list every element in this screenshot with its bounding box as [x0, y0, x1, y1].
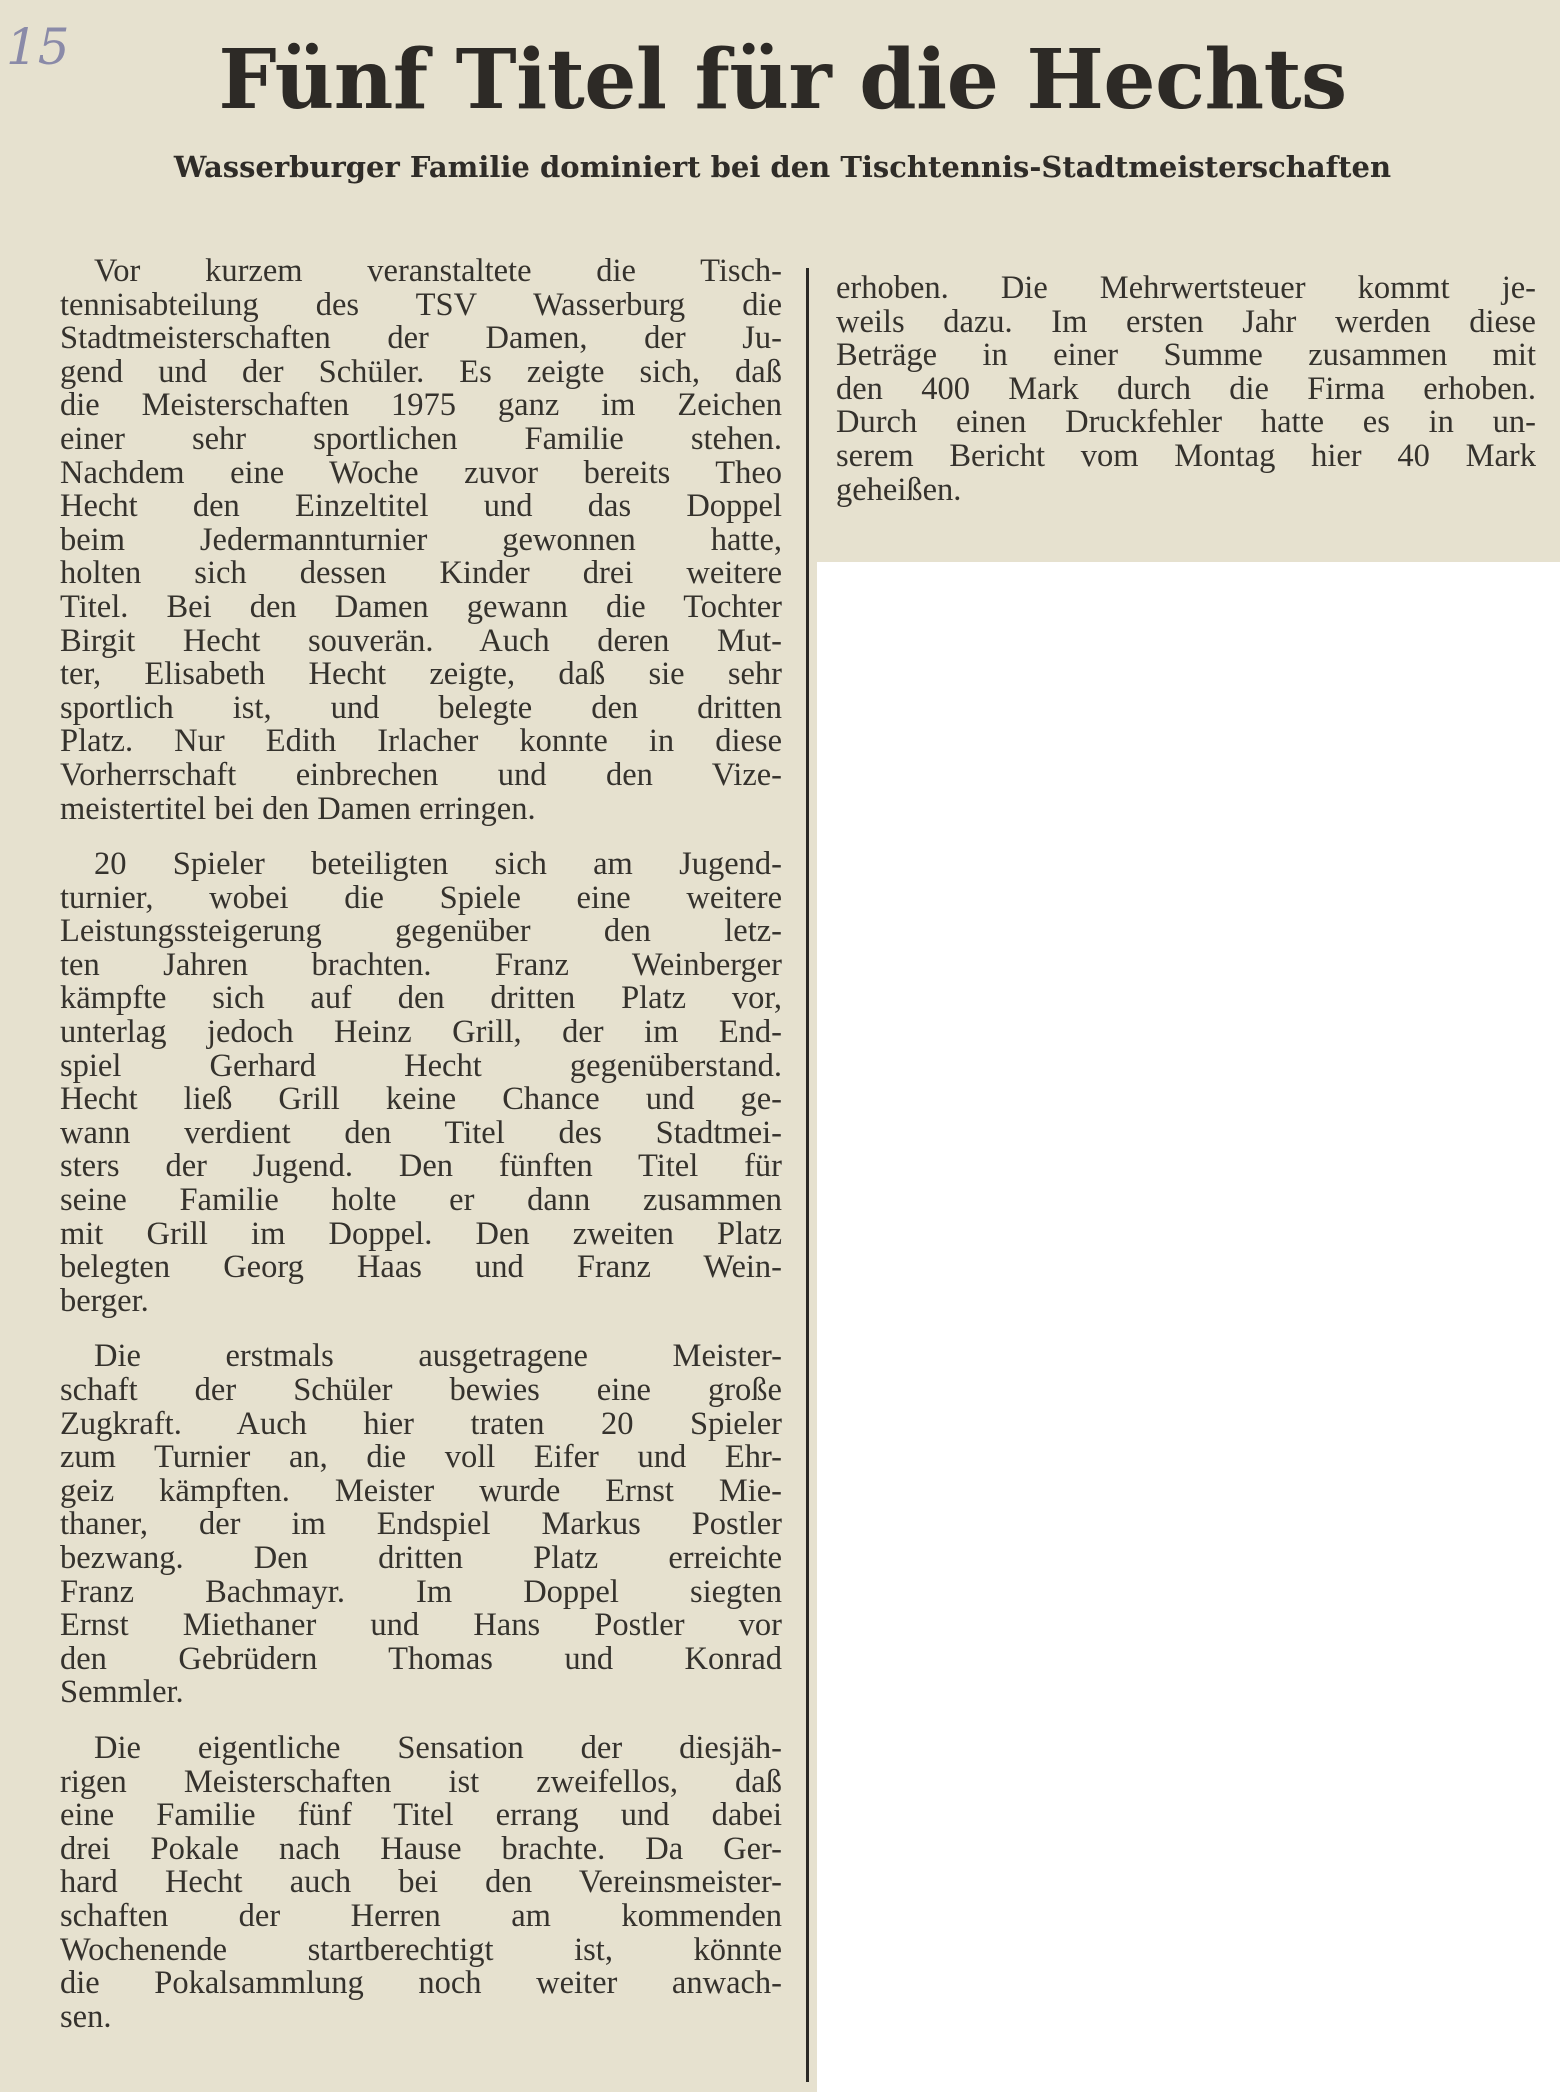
article-column-left [60, 255, 782, 2034]
article-column-right [836, 272, 1536, 507]
text-line: geheißen. [836, 473, 962, 508]
article-paragraph [60, 255, 782, 826]
column-divider [806, 268, 809, 2082]
headline: Fünf Titel für die Hechts [218, 32, 1347, 128]
text-line: tennisabteilung des TSV Wasserburg die [60, 288, 782, 323]
text-line: erhoben. Die Mehrwertsteuer kommt je- [836, 272, 1536, 306]
text-line: einer sehr sportlichen Familie stehen. [60, 422, 782, 457]
text-line: geiz kämpften. Meister wurde Ernst Mie- [60, 1474, 782, 1509]
subheadline: Wasserburger Familie dominiert bei den Tischtennis-Stadtmeisterschaften [173, 150, 1392, 184]
text-line: Zugkraft. Auch hier traten 20 Spieler [60, 1407, 782, 1442]
text-line: zum Turnier an, die voll Eifer und Ehr- [60, 1441, 782, 1475]
text-line: Titel. Bei den Damen gewann die Tochter [60, 590, 782, 625]
text-line: seine Familie holte er dann zusammen [60, 1184, 782, 1218]
text-line: weils dazu. Im ersten Jahr werden diese [836, 305, 1536, 340]
text-line: Vorherrschaft einbrechen und den Vize- [60, 758, 782, 793]
text-line: Durch einen Druckfehler hatte es in un- [836, 406, 1536, 440]
text-line: den Gebrüdern Thomas und Konrad [60, 1642, 782, 1677]
article-paragraph [60, 1732, 782, 2034]
text-line: den 400 Mark durch die Firma erhoben. [836, 372, 1536, 407]
text-line: sen. [60, 2000, 112, 2035]
text-line: Hecht ließ Grill keine Chance und ge- [60, 1083, 782, 1117]
text-line: spiel Gerhard Hecht gegenüberstand. [60, 1049, 782, 1084]
text-line: Hecht den Einzeltitel und das Doppel [60, 490, 782, 524]
text-line: sters der Jugend. Den fünften Titel für [60, 1150, 782, 1185]
text-line: Stadtmeisterschaften der Damen, der Ju- [60, 322, 782, 356]
text-line: Nachdem eine Woche zuvor bereits Theo [60, 456, 782, 491]
text-line: hard Hecht auch bei den Vereinsmeister- [60, 1866, 782, 1900]
text-line: schaften der Herren am kommenden [60, 1899, 782, 1934]
pencil-margin-note: 15 [6, 18, 70, 76]
text-line: Semmler. [60, 1676, 184, 1710]
text-line: ter, Elisabeth Hecht zeigte, daß sie sehr [60, 658, 782, 692]
text-line: Platz. Nur Edith Irlacher konnte in diese [60, 725, 782, 759]
text-line: rigen Meisterschaften ist zweifellos, daß [60, 1765, 782, 1800]
text-line: belegten Georg Haas und Franz Wein- [60, 1251, 782, 1285]
text-line: serem Bericht vom Montag hier 40 Mark [836, 439, 1536, 474]
article-paragraph [60, 1340, 782, 1710]
text-line: sportlich ist, und belegte den dritten [60, 691, 782, 726]
text-line: Wochenende startberechtigt ist, könnte [60, 1933, 782, 1968]
article-paragraph [836, 272, 1536, 507]
text-line: eine Familie fünf Titel errang und dabei [60, 1799, 782, 1833]
text-line: unterlag jedoch Heinz Grill, der im End- [60, 1016, 782, 1050]
text-line: holten sich dessen Kinder drei weitere [60, 557, 782, 591]
text-line: Ernst Miethaner und Hans Postler vor [60, 1609, 782, 1643]
text-line: Leistungssteigerung gegenüber den letz- [60, 915, 782, 949]
text-line: Birgit Hecht souverän. Auch deren Mut- [60, 624, 782, 659]
text-line: 20 Spieler beteiligten sich am Jugend- [94, 848, 782, 882]
text-line: wann verdient den Titel des Stadtmei- [60, 1116, 782, 1151]
text-line: mit Grill im Doppel. Den zweiten Platz [60, 1217, 782, 1252]
text-line: meistertitel bei den Damen erringen. [60, 792, 536, 827]
text-line: schaft der Schüler bewies eine große [60, 1374, 782, 1408]
text-line: gend und der Schüler. Es zeigte sich, daß [60, 355, 782, 390]
text-line: ten Jahren brachten. Franz Weinberger [60, 948, 782, 983]
text-line: bezwang. Den dritten Platz erreichte [60, 1541, 782, 1576]
text-line: kämpfte sich auf den dritten Platz vor, [60, 982, 782, 1017]
text-line: Die erstmals ausgetragene Meister- [94, 1340, 782, 1374]
text-line: turnier, wobei die Spiele eine weitere [60, 881, 782, 916]
text-line: drei Pokale nach Hause brachte. Da Ger- [60, 1832, 782, 1867]
text-line: beim Jedermannturnier gewonnen hatte, [60, 523, 782, 558]
text-line: Die eigentliche Sensation der diesjäh- [94, 1731, 782, 1766]
text-line: die Pokalsammlung noch weiter anwach- [60, 1967, 782, 2001]
text-line: die Meisterschaften 1975 ganz im Zeichen [60, 389, 782, 423]
text-line: Vor kurzem veranstaltete die Tisch- [94, 255, 782, 289]
text-line: thaner, der im Endspiel Markus Postler [60, 1508, 782, 1542]
scan-blank-area [817, 562, 1565, 2092]
text-line: berger. [60, 1284, 149, 1319]
text-line: Franz Bachmayr. Im Doppel siegten [60, 1575, 782, 1610]
text-line: Beträge in einer Summe zusammen mit [836, 339, 1536, 373]
article-paragraph [60, 848, 782, 1318]
